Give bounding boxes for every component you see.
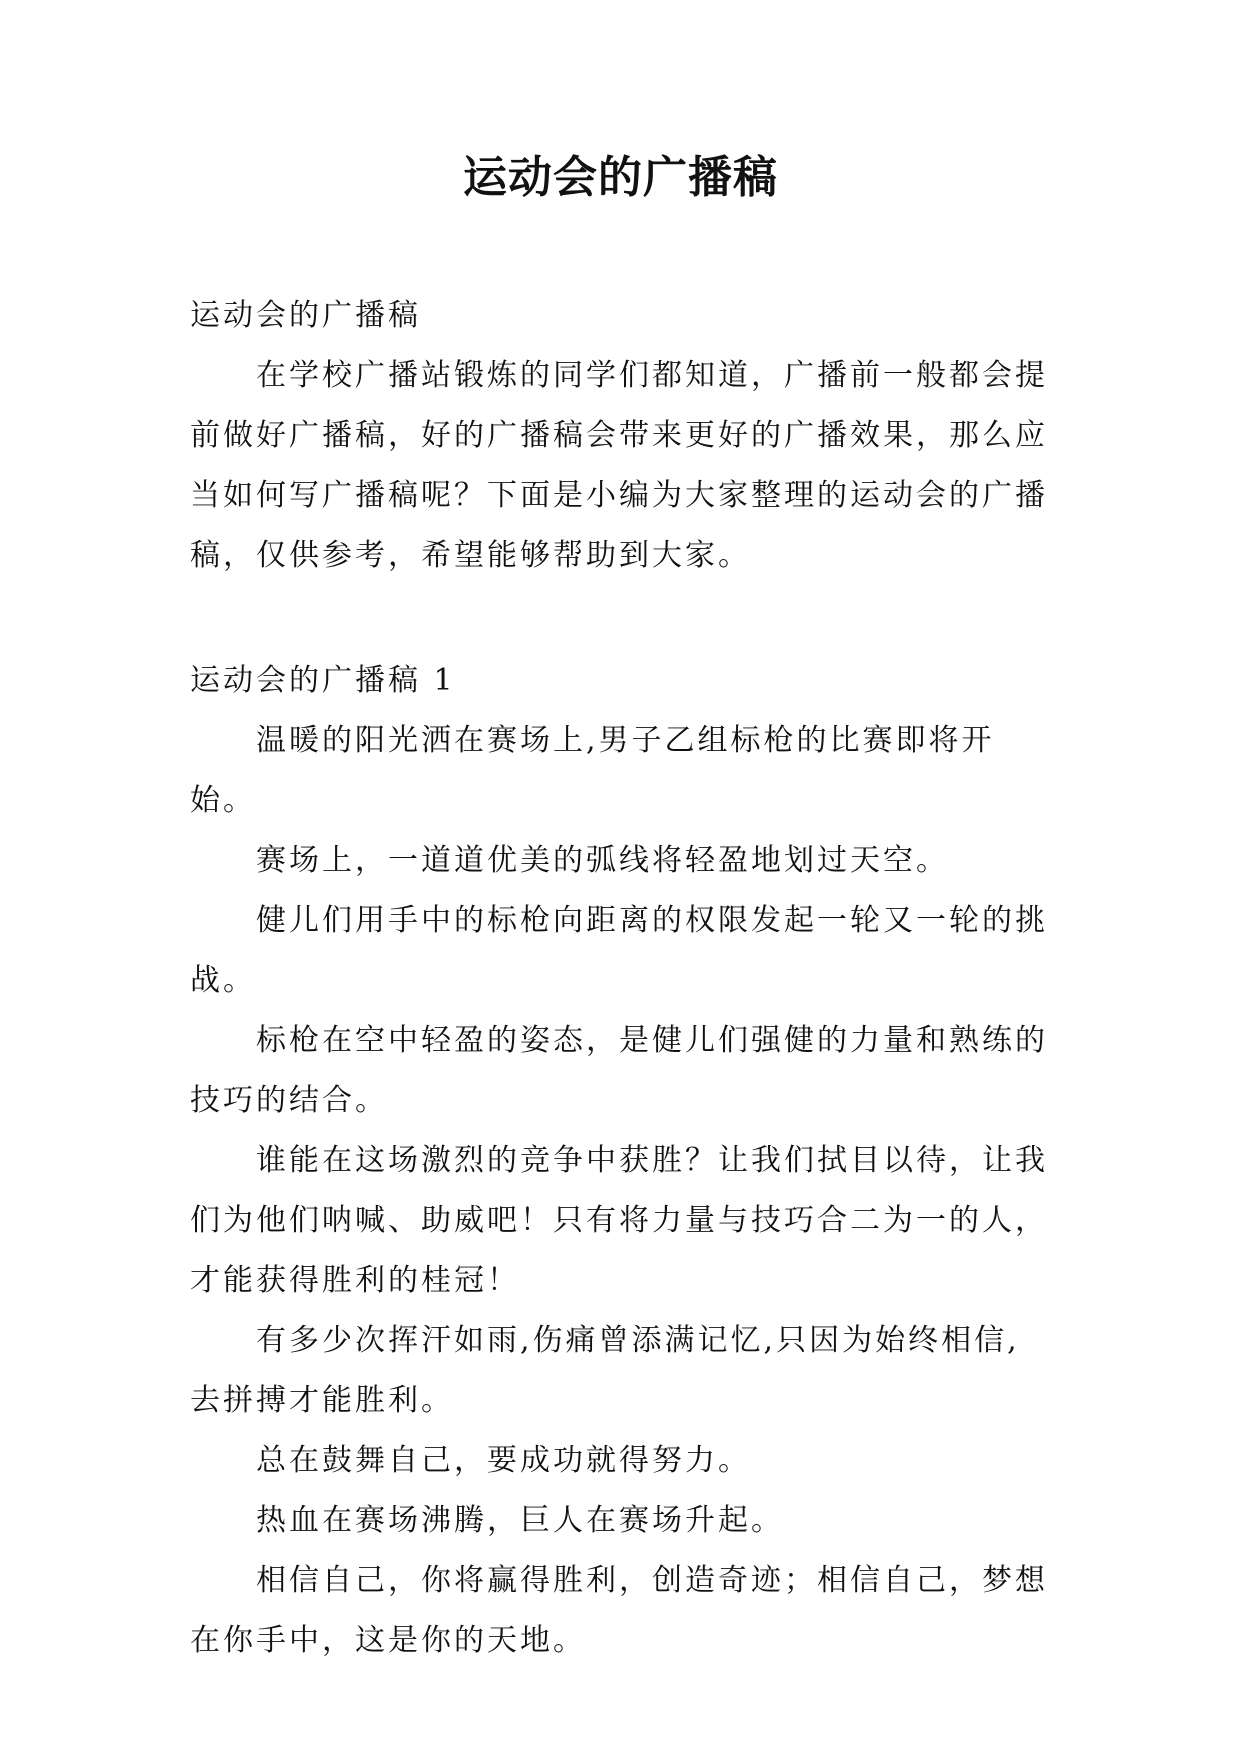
document-body	[190, 286, 1050, 1671]
body-paragraph: 有多少次挥汗如雨,伤痛曾添满记忆,只因为始终相信,去拼搏才能胜利。	[190, 1323, 1020, 1418]
body-paragraph: 赛场上，一道道优美的弧线将轻盈地划过天空。	[256, 843, 949, 878]
body-paragraph: 标枪在空中轻盈的姿态，是健儿们强健的力量和熟练的技巧的结合。	[190, 1023, 1048, 1118]
body-paragraph: 总在鼓舞自己，要成功就得努力。	[256, 1443, 751, 1478]
body-paragraph: 健儿们用手中的标枪向距离的权限发起一轮又一轮的挑战。	[190, 903, 1048, 998]
intro-heading: 运动会的广播稿	[190, 298, 421, 333]
body-paragraph: 谁能在这场激烈的竞争中获胜？让我们拭目以待，让我们为他们呐喊、助威吧！只有将力量与技巧合二为一的人，才能获得胜利的桂冠！	[190, 1143, 1048, 1298]
body-paragraph: 相信自己，你将赢得胜利，创造奇迹；相信自己，梦想在你手中，这是你的天地。	[190, 1563, 1048, 1658]
body-paragraph: 温暖的阳光洒在赛场上,男子乙组标枪的比赛即将开始。	[190, 723, 995, 818]
section-spacer	[190, 586, 1050, 651]
body-paragraph: 热血在赛场沸腾，巨人在赛场升起。	[256, 1503, 784, 1538]
intro-paragraph: 在学校广播站锻炼的同学们都知道，广播前一般都会提前做好广播稿，好的广播稿会带来更好的广播效果，那么应当如何写广播稿呢？下面是小编为大家整理的运动会的广播稿，仅供参考，希望能够帮助到大家。	[190, 358, 1048, 573]
section-heading: 运动会的广播稿 1	[190, 663, 456, 698]
document-title: 运动会的广播稿	[463, 152, 778, 203]
